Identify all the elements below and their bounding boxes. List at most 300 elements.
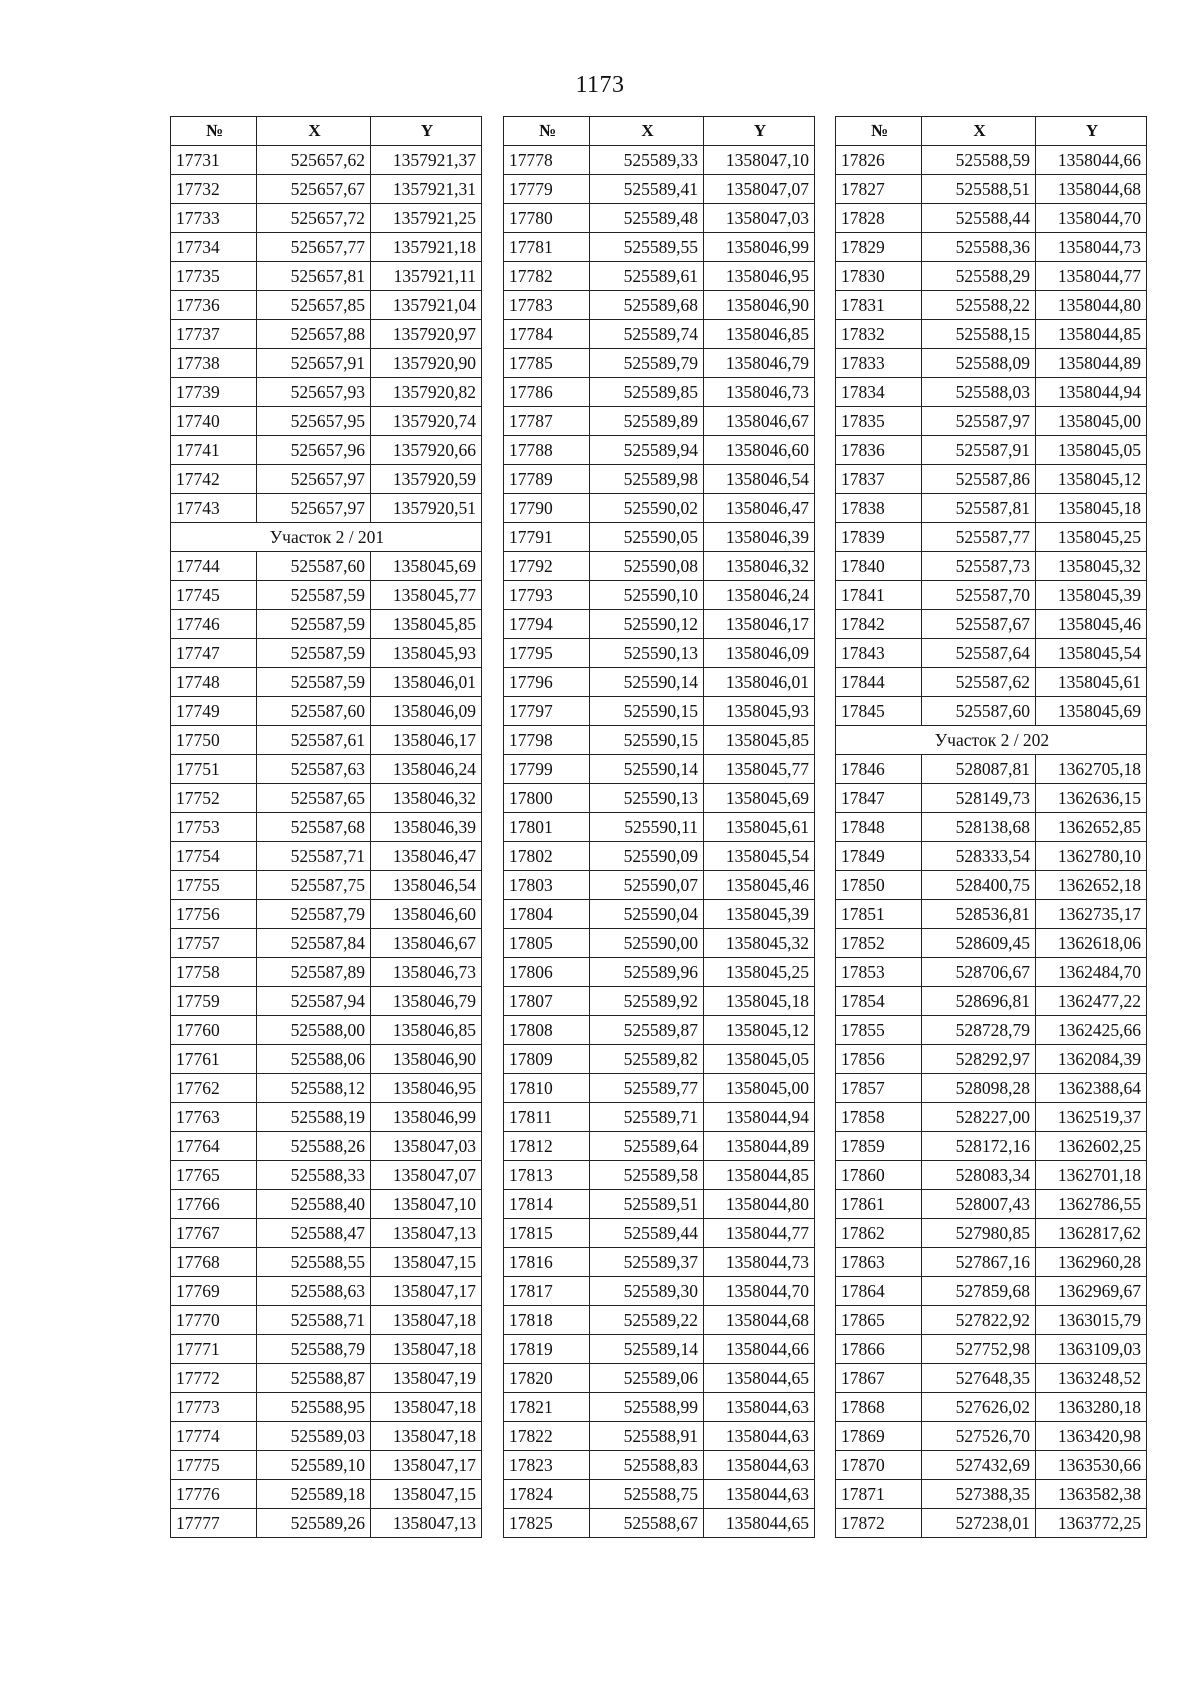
table-row	[171, 1132, 482, 1161]
point-number-cell: 17731	[171, 146, 257, 175]
x-coordinate-cell: 525589,92	[590, 987, 704, 1016]
y-coordinate-cell: 1358045,32	[1036, 552, 1147, 581]
y-coordinate-cell: 1358047,18	[371, 1306, 482, 1335]
x-coordinate-cell: 525587,75	[257, 871, 371, 900]
point-number-cell: 17857	[836, 1074, 922, 1103]
table-row	[504, 1277, 815, 1306]
x-coordinate-cell: 525587,67	[922, 610, 1036, 639]
point-number-cell: 17799	[504, 755, 590, 784]
point-number-cell: 17756	[171, 900, 257, 929]
y-coordinate-cell: 1358045,32	[704, 929, 815, 958]
x-coordinate-cell: 527238,01	[922, 1509, 1036, 1538]
x-coordinate-cell: 525590,02	[590, 494, 704, 523]
point-number-cell: 17868	[836, 1393, 922, 1422]
point-number-cell: 17743	[171, 494, 257, 523]
x-coordinate-cell: 528292,97	[922, 1045, 1036, 1074]
point-number-cell: 17736	[171, 291, 257, 320]
point-number-cell: 17788	[504, 436, 590, 465]
x-coordinate-cell: 525587,89	[257, 958, 371, 987]
y-coordinate-cell: 1358045,05	[1036, 436, 1147, 465]
y-coordinate-cell: 1358046,90	[704, 291, 815, 320]
point-number-cell: 17785	[504, 349, 590, 378]
point-number-cell: 17828	[836, 204, 922, 233]
x-coordinate-cell: 525657,72	[257, 204, 371, 233]
point-number-cell: 17763	[171, 1103, 257, 1132]
y-coordinate-cell: 1358045,00	[1036, 407, 1147, 436]
x-coordinate-cell: 525588,44	[922, 204, 1036, 233]
table-row	[171, 755, 482, 784]
table-row	[836, 813, 1147, 842]
x-coordinate-cell: 525587,59	[257, 610, 371, 639]
table-header-row	[504, 117, 815, 146]
point-number-cell: 17734	[171, 233, 257, 262]
y-coordinate-cell: 1358044,63	[704, 1451, 815, 1480]
point-number-cell: 17806	[504, 958, 590, 987]
y-coordinate-cell: 1362817,62	[1036, 1219, 1147, 1248]
table-row	[504, 1190, 815, 1219]
table-row	[171, 1277, 482, 1306]
x-coordinate-cell: 525588,40	[257, 1190, 371, 1219]
x-coordinate-cell: 525589,22	[590, 1306, 704, 1335]
x-coordinate-cell: 525657,77	[257, 233, 371, 262]
point-number-cell: 17794	[504, 610, 590, 639]
table-row	[171, 987, 482, 1016]
x-coordinate-cell: 525590,13	[590, 639, 704, 668]
x-coordinate-cell: 525590,14	[590, 755, 704, 784]
y-coordinate-cell: 1358046,01	[371, 668, 482, 697]
x-coordinate-cell: 528696,81	[922, 987, 1036, 1016]
point-number-cell: 17739	[171, 378, 257, 407]
y-coordinate-cell: 1358047,18	[371, 1335, 482, 1364]
table-row	[836, 1016, 1147, 1045]
x-coordinate-cell: 525589,74	[590, 320, 704, 349]
table-row	[836, 1248, 1147, 1277]
point-number-cell: 17826	[836, 146, 922, 175]
table-row	[171, 1480, 482, 1509]
x-coordinate-cell: 525590,08	[590, 552, 704, 581]
y-coordinate-cell: 1362084,39	[1036, 1045, 1147, 1074]
section-label: Участок 2 / 201	[171, 523, 482, 552]
coordinate-table-2	[503, 116, 815, 1538]
point-number-cell: 17872	[836, 1509, 922, 1538]
table-row	[504, 349, 815, 378]
y-coordinate-cell: 1358045,12	[1036, 465, 1147, 494]
x-coordinate-cell: 525587,60	[922, 697, 1036, 726]
point-number-cell: 17764	[171, 1132, 257, 1161]
table-row	[171, 233, 482, 262]
x-coordinate-cell: 525588,51	[922, 175, 1036, 204]
x-coordinate-cell: 525589,06	[590, 1364, 704, 1393]
x-coordinate-cell: 525588,12	[257, 1074, 371, 1103]
y-coordinate-cell: 1358044,70	[1036, 204, 1147, 233]
table-row	[504, 958, 815, 987]
table-row	[171, 1161, 482, 1190]
x-coordinate-cell: 525590,12	[590, 610, 704, 639]
x-coordinate-cell: 525587,86	[922, 465, 1036, 494]
table-row	[504, 668, 815, 697]
table-row	[171, 407, 482, 436]
point-number-cell: 17850	[836, 871, 922, 900]
y-coordinate-cell: 1358046,32	[704, 552, 815, 581]
y-coordinate-cell: 1358045,77	[704, 755, 815, 784]
point-number-cell: 17735	[171, 262, 257, 291]
x-coordinate-cell: 525589,10	[257, 1451, 371, 1480]
x-coordinate-cell: 525588,95	[257, 1393, 371, 1422]
x-coordinate-cell: 525589,77	[590, 1074, 704, 1103]
point-number-cell: 17847	[836, 784, 922, 813]
y-coordinate-cell: 1362602,25	[1036, 1132, 1147, 1161]
table-row	[504, 1161, 815, 1190]
table-row	[171, 378, 482, 407]
y-coordinate-cell: 1358044,63	[704, 1480, 815, 1509]
table-row	[504, 842, 815, 871]
table-row	[171, 291, 482, 320]
x-coordinate-cell: 525587,68	[257, 813, 371, 842]
y-coordinate-cell: 1358047,07	[371, 1161, 482, 1190]
point-number-cell: 17767	[171, 1219, 257, 1248]
table-row	[836, 1364, 1147, 1393]
table-row	[504, 697, 815, 726]
y-coordinate-cell: 1357920,97	[371, 320, 482, 349]
y-coordinate-cell: 1362735,17	[1036, 900, 1147, 929]
table-row	[171, 175, 482, 204]
point-number-cell: 17853	[836, 958, 922, 987]
table-row	[171, 349, 482, 378]
x-coordinate-cell: 525589,26	[257, 1509, 371, 1538]
point-number-cell: 17780	[504, 204, 590, 233]
point-number-cell: 17846	[836, 755, 922, 784]
y-coordinate-cell: 1357920,66	[371, 436, 482, 465]
section-row	[836, 726, 1147, 755]
y-coordinate-cell: 1358044,66	[1036, 146, 1147, 175]
table-row	[171, 726, 482, 755]
y-coordinate-cell: 1357921,31	[371, 175, 482, 204]
point-number-cell: 17782	[504, 262, 590, 291]
y-coordinate-cell: 1358045,25	[1036, 523, 1147, 552]
table-row	[836, 1335, 1147, 1364]
y-coordinate-cell: 1358047,03	[371, 1132, 482, 1161]
point-number-cell: 17854	[836, 987, 922, 1016]
y-coordinate-cell: 1363582,38	[1036, 1480, 1147, 1509]
table-row	[836, 523, 1147, 552]
table-row	[504, 610, 815, 639]
table-row	[171, 639, 482, 668]
x-coordinate-cell: 525588,03	[922, 378, 1036, 407]
y-coordinate-cell: 1358046,47	[704, 494, 815, 523]
y-coordinate-cell: 1358044,89	[704, 1132, 815, 1161]
table-row	[836, 1393, 1147, 1422]
point-number-cell: 17861	[836, 1190, 922, 1219]
table-row	[836, 1161, 1147, 1190]
point-number-cell: 17779	[504, 175, 590, 204]
table-row	[836, 697, 1147, 726]
y-coordinate-cell: 1362388,64	[1036, 1074, 1147, 1103]
x-coordinate-cell: 525657,88	[257, 320, 371, 349]
y-coordinate-cell: 1358046,32	[371, 784, 482, 813]
table-row	[836, 320, 1147, 349]
table-row	[504, 1480, 815, 1509]
x-coordinate-cell: 525657,81	[257, 262, 371, 291]
x-coordinate-cell: 525588,59	[922, 146, 1036, 175]
y-coordinate-cell: 1358046,67	[371, 929, 482, 958]
point-number-cell: 17759	[171, 987, 257, 1016]
table-row	[836, 871, 1147, 900]
point-number-cell: 17762	[171, 1074, 257, 1103]
table-row	[836, 262, 1147, 291]
table-row	[504, 1132, 815, 1161]
table-row	[836, 436, 1147, 465]
y-coordinate-cell: 1358047,18	[371, 1393, 482, 1422]
point-number-cell: 17827	[836, 175, 922, 204]
table-row	[836, 1045, 1147, 1074]
x-coordinate-cell: 528087,81	[922, 755, 1036, 784]
y-coordinate-cell: 1358044,65	[704, 1509, 815, 1538]
point-number-cell: 17793	[504, 581, 590, 610]
x-coordinate-cell: 525590,00	[590, 929, 704, 958]
table-row	[836, 378, 1147, 407]
point-number-cell: 17751	[171, 755, 257, 784]
y-coordinate-cell: 1358046,85	[704, 320, 815, 349]
point-number-cell: 17748	[171, 668, 257, 697]
table-row	[836, 987, 1147, 1016]
y-coordinate-cell: 1358047,18	[371, 1422, 482, 1451]
x-coordinate-cell: 528149,73	[922, 784, 1036, 813]
table-row	[836, 1190, 1147, 1219]
point-number-cell: 17823	[504, 1451, 590, 1480]
table-row	[504, 291, 815, 320]
table-row	[504, 1016, 815, 1045]
x-coordinate-cell: 525589,18	[257, 1480, 371, 1509]
y-coordinate-cell: 1358044,89	[1036, 349, 1147, 378]
y-coordinate-cell: 1357920,59	[371, 465, 482, 494]
table-row	[504, 465, 815, 494]
point-number-cell: 17742	[171, 465, 257, 494]
x-coordinate-cell: 528400,75	[922, 871, 1036, 900]
table-row	[836, 233, 1147, 262]
y-coordinate-cell: 1363109,03	[1036, 1335, 1147, 1364]
y-coordinate-cell: 1358044,66	[704, 1335, 815, 1364]
x-coordinate-cell: 527822,92	[922, 1306, 1036, 1335]
point-number-cell: 17802	[504, 842, 590, 871]
x-coordinate-cell: 527626,02	[922, 1393, 1036, 1422]
point-number-cell: 17754	[171, 842, 257, 871]
y-coordinate-cell: 1362969,67	[1036, 1277, 1147, 1306]
point-number-cell: 17752	[171, 784, 257, 813]
point-number-cell: 17863	[836, 1248, 922, 1277]
table-row	[836, 668, 1147, 697]
x-coordinate-cell: 525588,67	[590, 1509, 704, 1538]
table-row	[504, 1074, 815, 1103]
y-coordinate-cell: 1363420,98	[1036, 1422, 1147, 1451]
table-row	[504, 436, 815, 465]
y-coordinate-cell: 1363248,52	[1036, 1364, 1147, 1393]
x-coordinate-cell: 525587,97	[922, 407, 1036, 436]
y-coordinate-cell: 1358045,93	[371, 639, 482, 668]
y-coordinate-cell: 1358045,05	[704, 1045, 815, 1074]
point-number-cell: 17801	[504, 813, 590, 842]
point-number-cell: 17864	[836, 1277, 922, 1306]
table-row	[504, 262, 815, 291]
x-coordinate-cell: 525589,87	[590, 1016, 704, 1045]
x-coordinate-cell: 528007,43	[922, 1190, 1036, 1219]
x-coordinate-cell: 527980,85	[922, 1219, 1036, 1248]
point-number-cell: 17822	[504, 1422, 590, 1451]
x-coordinate-cell: 525587,79	[257, 900, 371, 929]
point-number-cell: 17766	[171, 1190, 257, 1219]
point-number-cell: 17807	[504, 987, 590, 1016]
table-row	[504, 407, 815, 436]
y-coordinate-cell: 1358047,13	[371, 1509, 482, 1538]
y-coordinate-cell: 1358044,77	[1036, 262, 1147, 291]
table-row	[836, 349, 1147, 378]
x-coordinate-cell: 525657,91	[257, 349, 371, 378]
point-number-cell: 17841	[836, 581, 922, 610]
x-coordinate-cell: 525588,55	[257, 1248, 371, 1277]
table-row	[836, 175, 1147, 204]
x-coordinate-cell: 525589,44	[590, 1219, 704, 1248]
point-number-cell: 17851	[836, 900, 922, 929]
x-coordinate-cell: 525589,94	[590, 436, 704, 465]
point-number-cell: 17866	[836, 1335, 922, 1364]
point-number-cell: 17776	[171, 1480, 257, 1509]
y-coordinate-cell: 1362519,37	[1036, 1103, 1147, 1132]
page-number: 1173	[575, 72, 625, 98]
y-coordinate-cell: 1358044,63	[704, 1422, 815, 1451]
y-coordinate-cell: 1363530,66	[1036, 1451, 1147, 1480]
table-row	[504, 1509, 815, 1538]
table-row	[504, 1364, 815, 1393]
point-number-cell: 17761	[171, 1045, 257, 1074]
x-coordinate-cell: 525588,99	[590, 1393, 704, 1422]
point-number-cell: 17740	[171, 407, 257, 436]
y-coordinate-cell: 1357920,90	[371, 349, 482, 378]
y-coordinate-cell: 1358046,54	[704, 465, 815, 494]
x-coordinate-cell: 525657,67	[257, 175, 371, 204]
x-coordinate-cell: 525589,82	[590, 1045, 704, 1074]
point-number-cell: 17810	[504, 1074, 590, 1103]
point-number-cell: 17815	[504, 1219, 590, 1248]
table-row	[836, 784, 1147, 813]
point-number-cell: 17772	[171, 1364, 257, 1393]
y-coordinate-cell: 1358046,24	[371, 755, 482, 784]
point-number-cell: 17835	[836, 407, 922, 436]
table-row	[504, 523, 815, 552]
y-coordinate-cell: 1358046,60	[704, 436, 815, 465]
point-number-cell: 17848	[836, 813, 922, 842]
y-coordinate-cell: 1358046,79	[704, 349, 815, 378]
point-number-cell: 17820	[504, 1364, 590, 1393]
y-coordinate-cell: 1358044,63	[704, 1393, 815, 1422]
x-coordinate-cell: 525657,93	[257, 378, 371, 407]
point-number-cell: 17769	[171, 1277, 257, 1306]
point-number-cell: 17809	[504, 1045, 590, 1074]
x-coordinate-cell: 525588,87	[257, 1364, 371, 1393]
y-coordinate-cell: 1358047,17	[371, 1277, 482, 1306]
x-coordinate-cell: 525590,13	[590, 784, 704, 813]
x-coordinate-cell: 528333,54	[922, 842, 1036, 871]
y-coordinate-cell: 1358047,17	[371, 1451, 482, 1480]
y-coordinate-cell: 1358046,17	[704, 610, 815, 639]
y-coordinate-cell: 1358045,61	[704, 813, 815, 842]
y-coordinate-cell: 1358046,99	[704, 233, 815, 262]
point-number-cell: 17831	[836, 291, 922, 320]
x-coordinate-cell: 525587,65	[257, 784, 371, 813]
x-coordinate-cell: 525587,73	[922, 552, 1036, 581]
x-coordinate-cell: 525589,96	[590, 958, 704, 987]
y-coordinate-cell: 1362484,70	[1036, 958, 1147, 987]
table-row	[836, 929, 1147, 958]
x-coordinate-cell: 525589,89	[590, 407, 704, 436]
header-x: X	[257, 117, 371, 146]
x-coordinate-cell: 528083,34	[922, 1161, 1036, 1190]
y-coordinate-cell: 1358045,85	[704, 726, 815, 755]
point-number-cell: 17869	[836, 1422, 922, 1451]
point-number-cell: 17837	[836, 465, 922, 494]
x-coordinate-cell: 525588,22	[922, 291, 1036, 320]
x-coordinate-cell: 525590,14	[590, 668, 704, 697]
x-coordinate-cell: 525587,77	[922, 523, 1036, 552]
x-coordinate-cell: 525657,85	[257, 291, 371, 320]
point-number-cell: 17816	[504, 1248, 590, 1277]
coordinate-tables	[170, 116, 1146, 1590]
x-coordinate-cell: 525587,59	[257, 581, 371, 610]
point-number-cell: 17838	[836, 494, 922, 523]
y-coordinate-cell: 1358047,15	[371, 1480, 482, 1509]
point-number-cell: 17843	[836, 639, 922, 668]
y-coordinate-cell: 1358045,46	[704, 871, 815, 900]
y-coordinate-cell: 1358047,10	[704, 146, 815, 175]
table-row	[171, 697, 482, 726]
y-coordinate-cell: 1358046,39	[704, 523, 815, 552]
table-row	[836, 1451, 1147, 1480]
y-coordinate-cell: 1358045,85	[371, 610, 482, 639]
table-row	[504, 871, 815, 900]
x-coordinate-cell: 527432,69	[922, 1451, 1036, 1480]
y-coordinate-cell: 1358044,73	[1036, 233, 1147, 262]
x-coordinate-cell: 525588,29	[922, 262, 1036, 291]
point-number-cell: 17770	[171, 1306, 257, 1335]
point-number-cell: 17753	[171, 813, 257, 842]
point-number-cell: 17821	[504, 1393, 590, 1422]
x-coordinate-cell: 525588,47	[257, 1219, 371, 1248]
table-row	[171, 494, 482, 523]
x-coordinate-cell: 525589,03	[257, 1422, 371, 1451]
x-coordinate-cell: 525589,14	[590, 1335, 704, 1364]
x-coordinate-cell: 525589,33	[590, 146, 704, 175]
table-row	[171, 668, 482, 697]
table-row	[171, 1306, 482, 1335]
point-number-cell: 17773	[171, 1393, 257, 1422]
x-coordinate-cell: 525587,81	[922, 494, 1036, 523]
y-coordinate-cell: 1358046,85	[371, 1016, 482, 1045]
y-coordinate-cell: 1358046,17	[371, 726, 482, 755]
x-coordinate-cell: 525589,55	[590, 233, 704, 262]
point-number-cell: 17746	[171, 610, 257, 639]
y-coordinate-cell: 1357920,82	[371, 378, 482, 407]
y-coordinate-cell: 1358045,69	[371, 552, 482, 581]
y-coordinate-cell: 1357921,37	[371, 146, 482, 175]
point-number-cell: 17852	[836, 929, 922, 958]
table-row	[504, 1219, 815, 1248]
point-number-cell: 17755	[171, 871, 257, 900]
y-coordinate-cell: 1358045,25	[704, 958, 815, 987]
point-number-cell: 17791	[504, 523, 590, 552]
table-row	[836, 958, 1147, 987]
x-coordinate-cell: 528138,68	[922, 813, 1036, 842]
y-coordinate-cell: 1358044,77	[704, 1219, 815, 1248]
table-row	[836, 1103, 1147, 1132]
y-coordinate-cell: 1358045,61	[1036, 668, 1147, 697]
